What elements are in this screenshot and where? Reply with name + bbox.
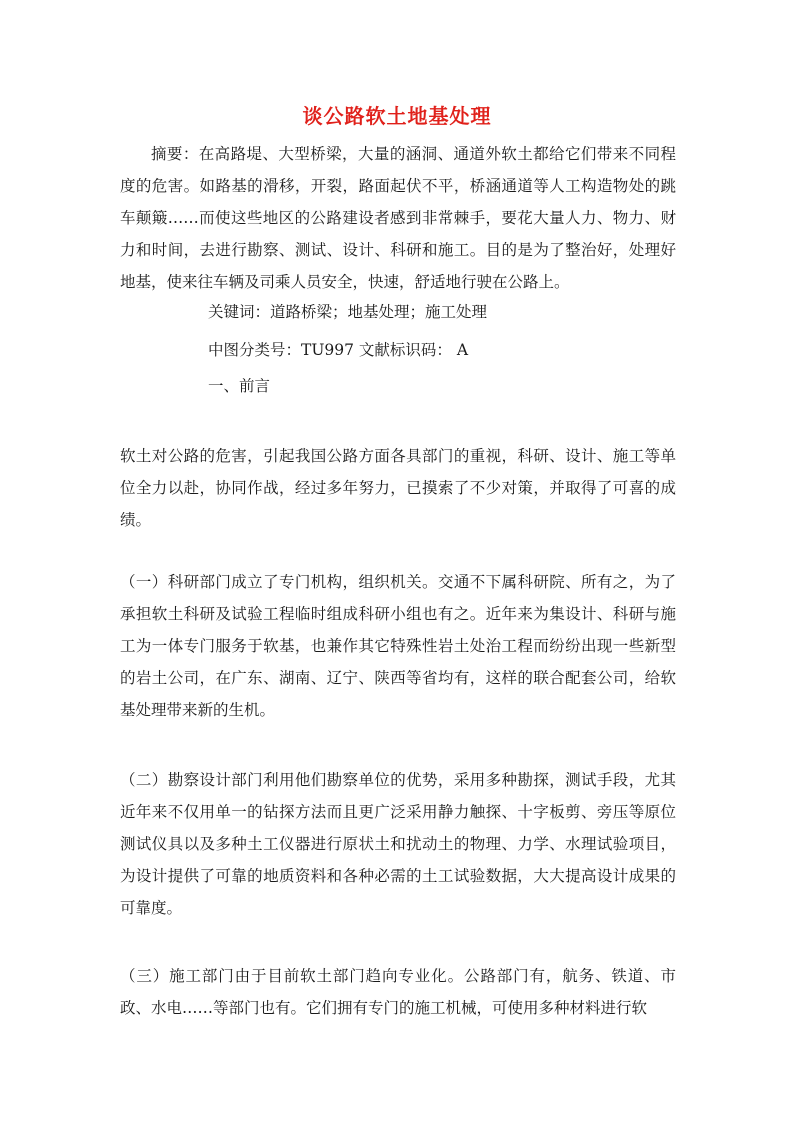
document-title: 谈公路软土地基处理 — [302, 104, 492, 128]
body-paragraph-construction: （三）施工部门由于目前软土部门趋向专业化。公路部门有，航务、铁道、市政、水电……等部门也有。它们拥有专门的施工机械，可使用多种材料进行软 — [120, 967, 676, 1017]
classification-line: 中图分类号：TU997 文献标识码： A — [208, 341, 469, 359]
body-paragraph-research: （一）科研部门成立了专门机构，组织机关。交通不下属科研院、所有之，为了承担软土科研及试验工程临时组成科研小组也有之。近年来为集设计、科研与施工为一体专门服务于软基，也兼作其它特殊性岩土处治工程而纷纷出现一些新型的岩土公司，在广东、湖南、辽宁、陕西等省均有，这样的联合配套公司，给软基处理带来新的生机。 — [120, 573, 676, 719]
section-heading: 一、前言 — [208, 377, 271, 395]
body-paragraph-survey: （二）勘察设计部门利用他们勘察单位的优势，采用多种勘探，测试手段，尤其近年来不仅用单一的钻探方法而且更广泛采用静力触探、十字板剪、旁压等原位测试仪具以及多种土工仪器进行原状土和扰动土的物理、力学、水理试验项目，为设计提供了可靠的地质资料和各种必需的土工试验数据，大大提高设计成果的可靠度。 — [120, 771, 676, 917]
keywords-line: 关键词：道路桥梁；地基处理；施工处理 — [208, 303, 488, 321]
abstract-paragraph: 摘要：在高路堤、大型桥梁，大量的涵洞、通道外软土都给它们带来不同程度的危害。如路基的滑移，开裂，路面起伏不平，桥涵通道等人工构造物处的跳车颠簸……而使这些地区的公路建设者感到非常棘手，要花大量人力、物力、财力和时间，去进行勘察、测试、设计、科研和施工。目的是为了整治好，处理好地基，使来往车辆及司乘人员安全，快速，舒适地行驶在公路上。 — [120, 145, 676, 291]
body-paragraph-intro: 软土对公路的危害，引起我国公路方面各具部门的重视，科研、设计、施工等单位全力以赴，协同作战，经过多年努力，已摸索了不少对策，并取得了可喜的成绩。 — [120, 447, 676, 529]
